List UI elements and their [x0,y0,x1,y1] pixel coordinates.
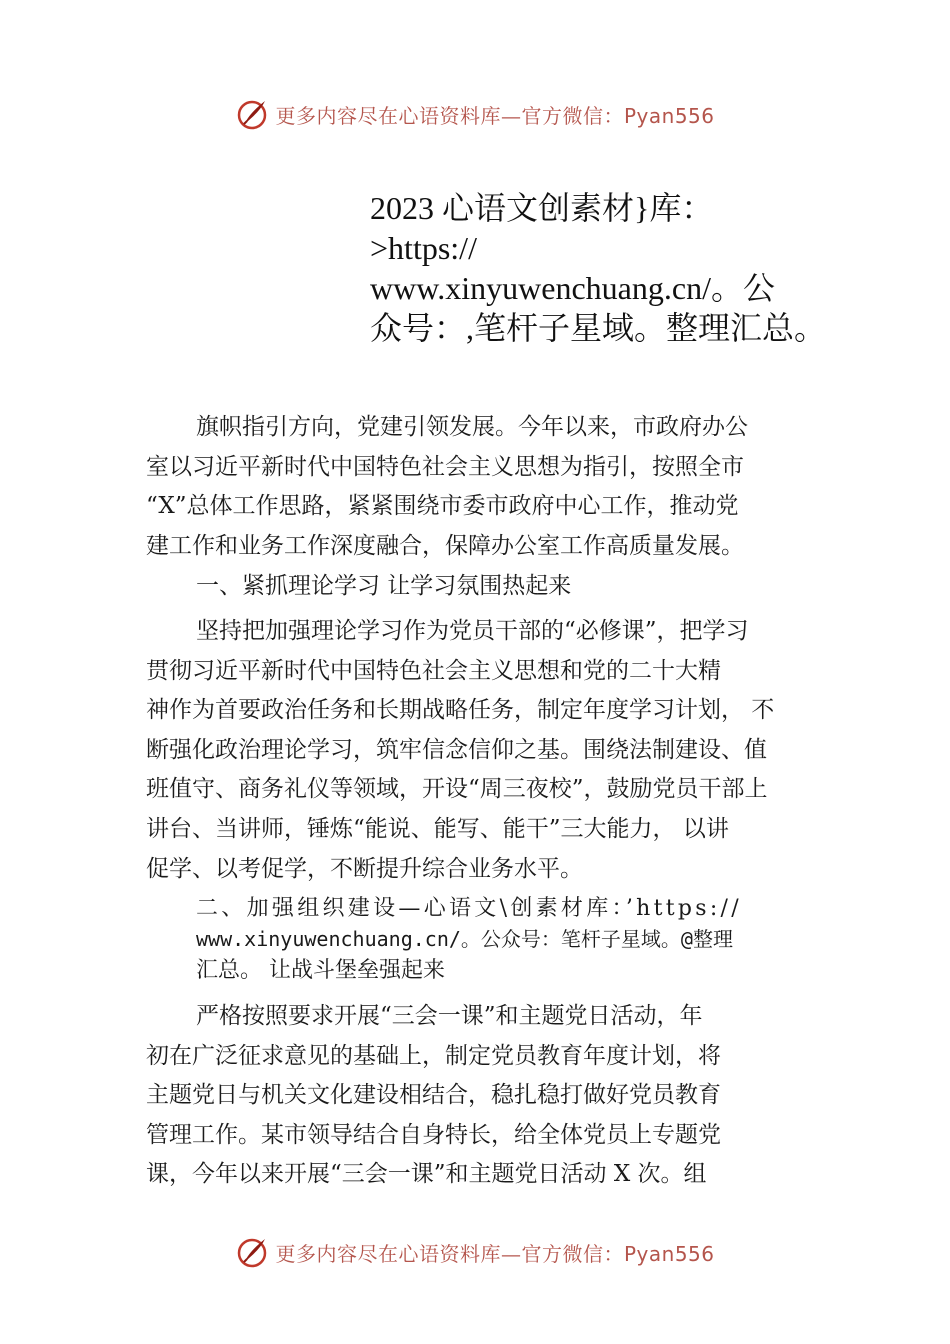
source-note-line: >https:// [370,230,477,266]
footer-watermark-banner [0,1230,950,1274]
paragraph-line: 坚持把加强理论学习作为党员干部的“必修课”，把学习 [196,618,749,644]
source-note-line: 2023 心语文创素材}库： [370,190,714,226]
paragraph-line: 室以习近平新时代中国特色社会主义思想为指引，按照全市 [146,453,744,480]
paragraph-line: “X”总体工作思路，紧紧围绕市委市政府中心工作，推动党 [146,493,739,520]
quill-circle-logo-icon [235,1235,269,1269]
source-note-line: 众号：,笔杆子星域。整理汇总。 [370,310,827,346]
paragraph-line: 班值守、商务礼仪等领域，开设“周三夜校”，鼓励党员干部上 [146,776,768,803]
heading-line: 汇总。 让战斗堡垒强起来 [196,958,445,983]
paragraph-line: 讲台、当讲师，锤炼“能说、能写、能干”三大能力， 以讲 [146,815,729,842]
paragraph-line: 贯彻习近平新时代中国特色社会主义思想和党的二十大精 [146,657,721,684]
quill-circle-logo-icon [235,97,269,131]
paragraph-line: 旗帜指引方向，党建引领发展。今年以来，市政府办公 [196,414,748,440]
source-note [370,188,890,348]
section-heading-1: 一、紧抓理论学习 让学习氛围热起来 [196,573,572,599]
section1-paragraph [146,612,826,889]
heading-line: 二、加强组织建设—心语文\创素材库：’https:// [196,896,742,921]
paragraph-line: 初在广泛征求意见的基础上，制定党员教育年度计划，将 [146,1042,721,1069]
paragraph-line: 管理工作。某市领导结合自身特长，给全体党员上专题党 [146,1121,721,1148]
paragraph-line: 建工作和业务工作深度融合，保障办公室工作高质量发展。 [146,532,744,559]
paragraph-line: 主题党日与机关文化建设相结合，稳扎稳打做好党员教育 [146,1082,721,1109]
paragraph-line: 课，今年以来开展“三会一课”和主题党日活动 X 次。组 [146,1161,707,1188]
paragraph-line: 神作为首要政治任务和长期战略任务，制定年度学习计划， 不 [146,697,775,724]
banner-text: 更多内容尽在心语资料库—官方微信：Pyan556 [275,103,715,128]
section2-paragraph [146,997,826,1195]
intro-paragraph [146,408,826,566]
source-note-line: www.xinyuwenchuang.cn/。公 [370,270,775,306]
banner-text: 更多内容尽在心语资料库—官方微信：Pyan556 [275,1241,715,1266]
paragraph-line: 促学、以考促学，不断提升综合业务水平。 [146,855,583,882]
paragraph-line: 严格按照要求开展“三会一课”和主题党日活动，年 [196,1003,703,1029]
header-watermark-banner [0,92,950,136]
heading-line: www.xinyuwenchuang.cn/。公众号：笔杆子星域。@整理 [196,927,733,951]
paragraph-line: 断强化政治理论学习，筑牢信念信仰之基。围绕法制建设、值 [146,736,767,763]
section-heading-2 [196,893,856,986]
